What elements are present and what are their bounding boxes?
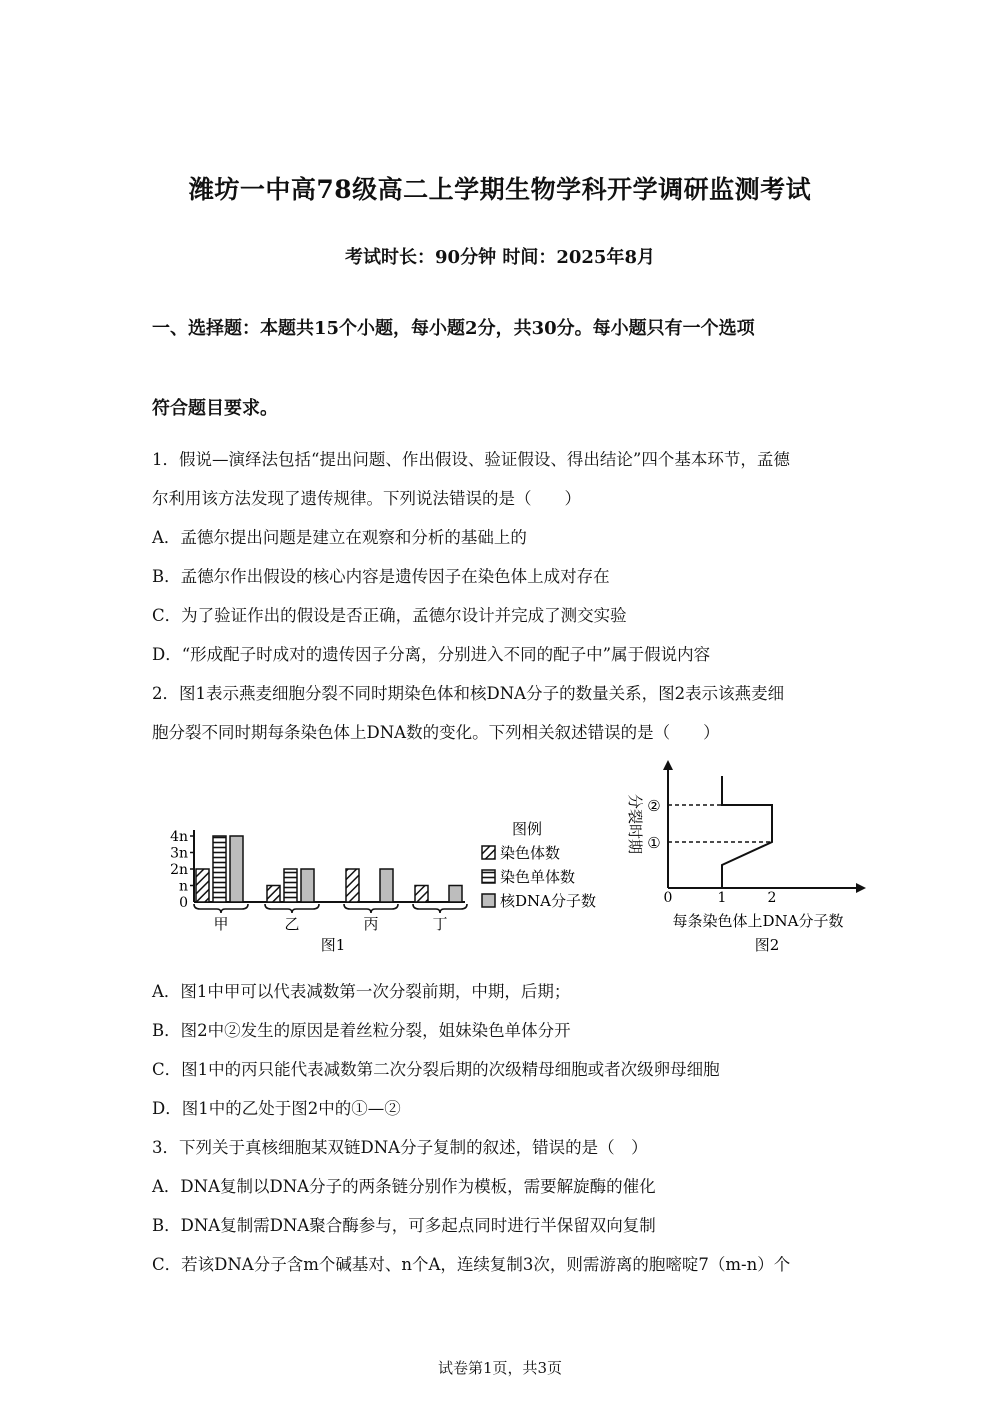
q2-option-b: B．图2中②发生的原因是着丝粒分裂，姐妹染色单体分开	[152, 1021, 571, 1040]
figure1-y-tick-label: 3n	[170, 845, 188, 862]
q1-option-b: B．孟德尔作出假设的核心内容是遗传因子在染色体上成对存在	[152, 567, 610, 586]
q2-stem-line1: 2．图1表示燕麦细胞分裂不同时期染色体和核DNA分子的数量关系，图2表示该燕麦细	[152, 684, 785, 703]
figure2-y-arrow-icon	[663, 760, 673, 770]
figure2-y-label: 分裂时期	[626, 794, 644, 855]
figure1-y-tick-label: 4n	[170, 829, 188, 845]
figure2-x-arrow-icon	[856, 883, 866, 893]
figure1-group-brace	[344, 904, 398, 913]
figure2-marker-1: ①	[647, 834, 661, 852]
figure1-legend-swatch	[482, 870, 495, 883]
figure1-y-tick-label: 0	[179, 895, 188, 911]
figure2-step-chart	[620, 758, 870, 960]
figure2-x-label: 每条染色体上DNA分子数	[672, 912, 844, 930]
figure1-bar	[213, 836, 226, 902]
figure1-bar	[267, 886, 280, 903]
figure1-legend-label: 染色体数	[500, 844, 561, 862]
exam-subtitle: 考试时长：90分钟 时间：2025年8月	[345, 247, 655, 268]
figure1-bar	[449, 886, 462, 903]
q1-stem-line1: 1．假说—演绎法包括“提出问题、作出假设、验证假设、得出结论”四个基本环节，孟德	[152, 450, 790, 469]
q3-option-b: B．DNA复制需DNA聚合酶参与，可多起点同时进行半保留双向复制	[152, 1216, 656, 1235]
figure1-category-label: 甲	[213, 915, 229, 933]
q1-option-a: A．孟德尔提出问题是建立在观察和分析的基础上的	[152, 528, 527, 547]
figure1-bar	[380, 869, 393, 902]
figure1-bar	[301, 869, 314, 902]
figure1-group-brace	[413, 904, 467, 913]
figure1-category-label: 丙	[363, 915, 379, 933]
figure1-bar	[196, 869, 209, 902]
q3-stem: 3．下列关于真核细胞某双链DNA分子复制的叙述，错误的是（ ）	[152, 1138, 648, 1157]
q1-stem-line2: 尔利用该方法发现了遗传规律。下列说法错误的是（ ）	[152, 489, 581, 508]
figure1-bar	[346, 869, 359, 902]
figure1-legend-swatch	[482, 894, 495, 907]
figure1-y-tick-label: 2n	[170, 862, 188, 878]
figure1-legend-swatch	[482, 846, 495, 859]
q1-option-c: C．为了验证作出的假设是否正确，孟德尔设计并完成了测交实验	[152, 606, 627, 625]
figure1-group-brace	[194, 904, 248, 913]
q2-option-c: C．图1中的丙只能代表减数第二次分裂后期的次级精母细胞或者次级卵母细胞	[152, 1060, 720, 1079]
figure1-category-label: 丁	[432, 915, 448, 933]
section-heading-line1: 一、选择题：本题共15个小题，每小题2分，共30分。每小题只有一个选项	[152, 318, 755, 339]
q2-option-d: D．图1中的乙处于图2中的①—②	[152, 1099, 401, 1118]
figure2-x-tick: 0	[663, 890, 673, 906]
figure1-y-tick-label: n	[178, 878, 188, 895]
figure2-x-tick: 2	[767, 890, 777, 906]
figure1-bar	[284, 869, 297, 902]
figure1-bar-chart	[160, 810, 630, 960]
figure2-x-tick: 1	[717, 890, 727, 906]
figure1-caption: 图1	[320, 936, 346, 954]
figure2-caption: 图2	[754, 936, 780, 954]
figure1-bar	[415, 886, 428, 903]
section-heading-line2: 符合题目要求。	[152, 398, 278, 419]
q1-option-d: D．“形成配子时成对的遗传因子分离，分别进入不同的配子中”属于假说内容	[152, 645, 711, 664]
q3-option-c: C．若该DNA分子含m个碱基对、n个A，连续复制3次，则需游离的胞嘧啶7（m-n）个	[152, 1255, 791, 1274]
figure2-step-line	[722, 776, 772, 888]
figure1-legend-label: 核DNA分子数	[500, 892, 596, 910]
q2-option-a: A．图1中甲可以代表减数第一次分裂前期，中期，后期；	[152, 982, 571, 1001]
figure1-bar	[230, 836, 243, 902]
exam-title: 潍坊一中高78级高二上学期生物学科开学调研监测考试	[188, 175, 812, 204]
figure2-marker-2: ②	[647, 797, 661, 815]
figure1-legend-title: 图例	[512, 820, 543, 838]
figure1-group-brace	[265, 904, 319, 913]
q2-stem-line2: 胞分裂不同时期每条染色体上DNA数的变化。下列相关叙述错误的是（ ）	[152, 723, 720, 742]
page-footer: 试卷第1页，共3页	[437, 1359, 563, 1377]
figure1-category-label: 乙	[284, 915, 300, 933]
q3-option-a: A．DNA复制以DNA分子的两条链分别作为模板，需要解旋酶的催化	[152, 1177, 656, 1196]
figure1-legend-label: 染色单体数	[500, 868, 576, 886]
